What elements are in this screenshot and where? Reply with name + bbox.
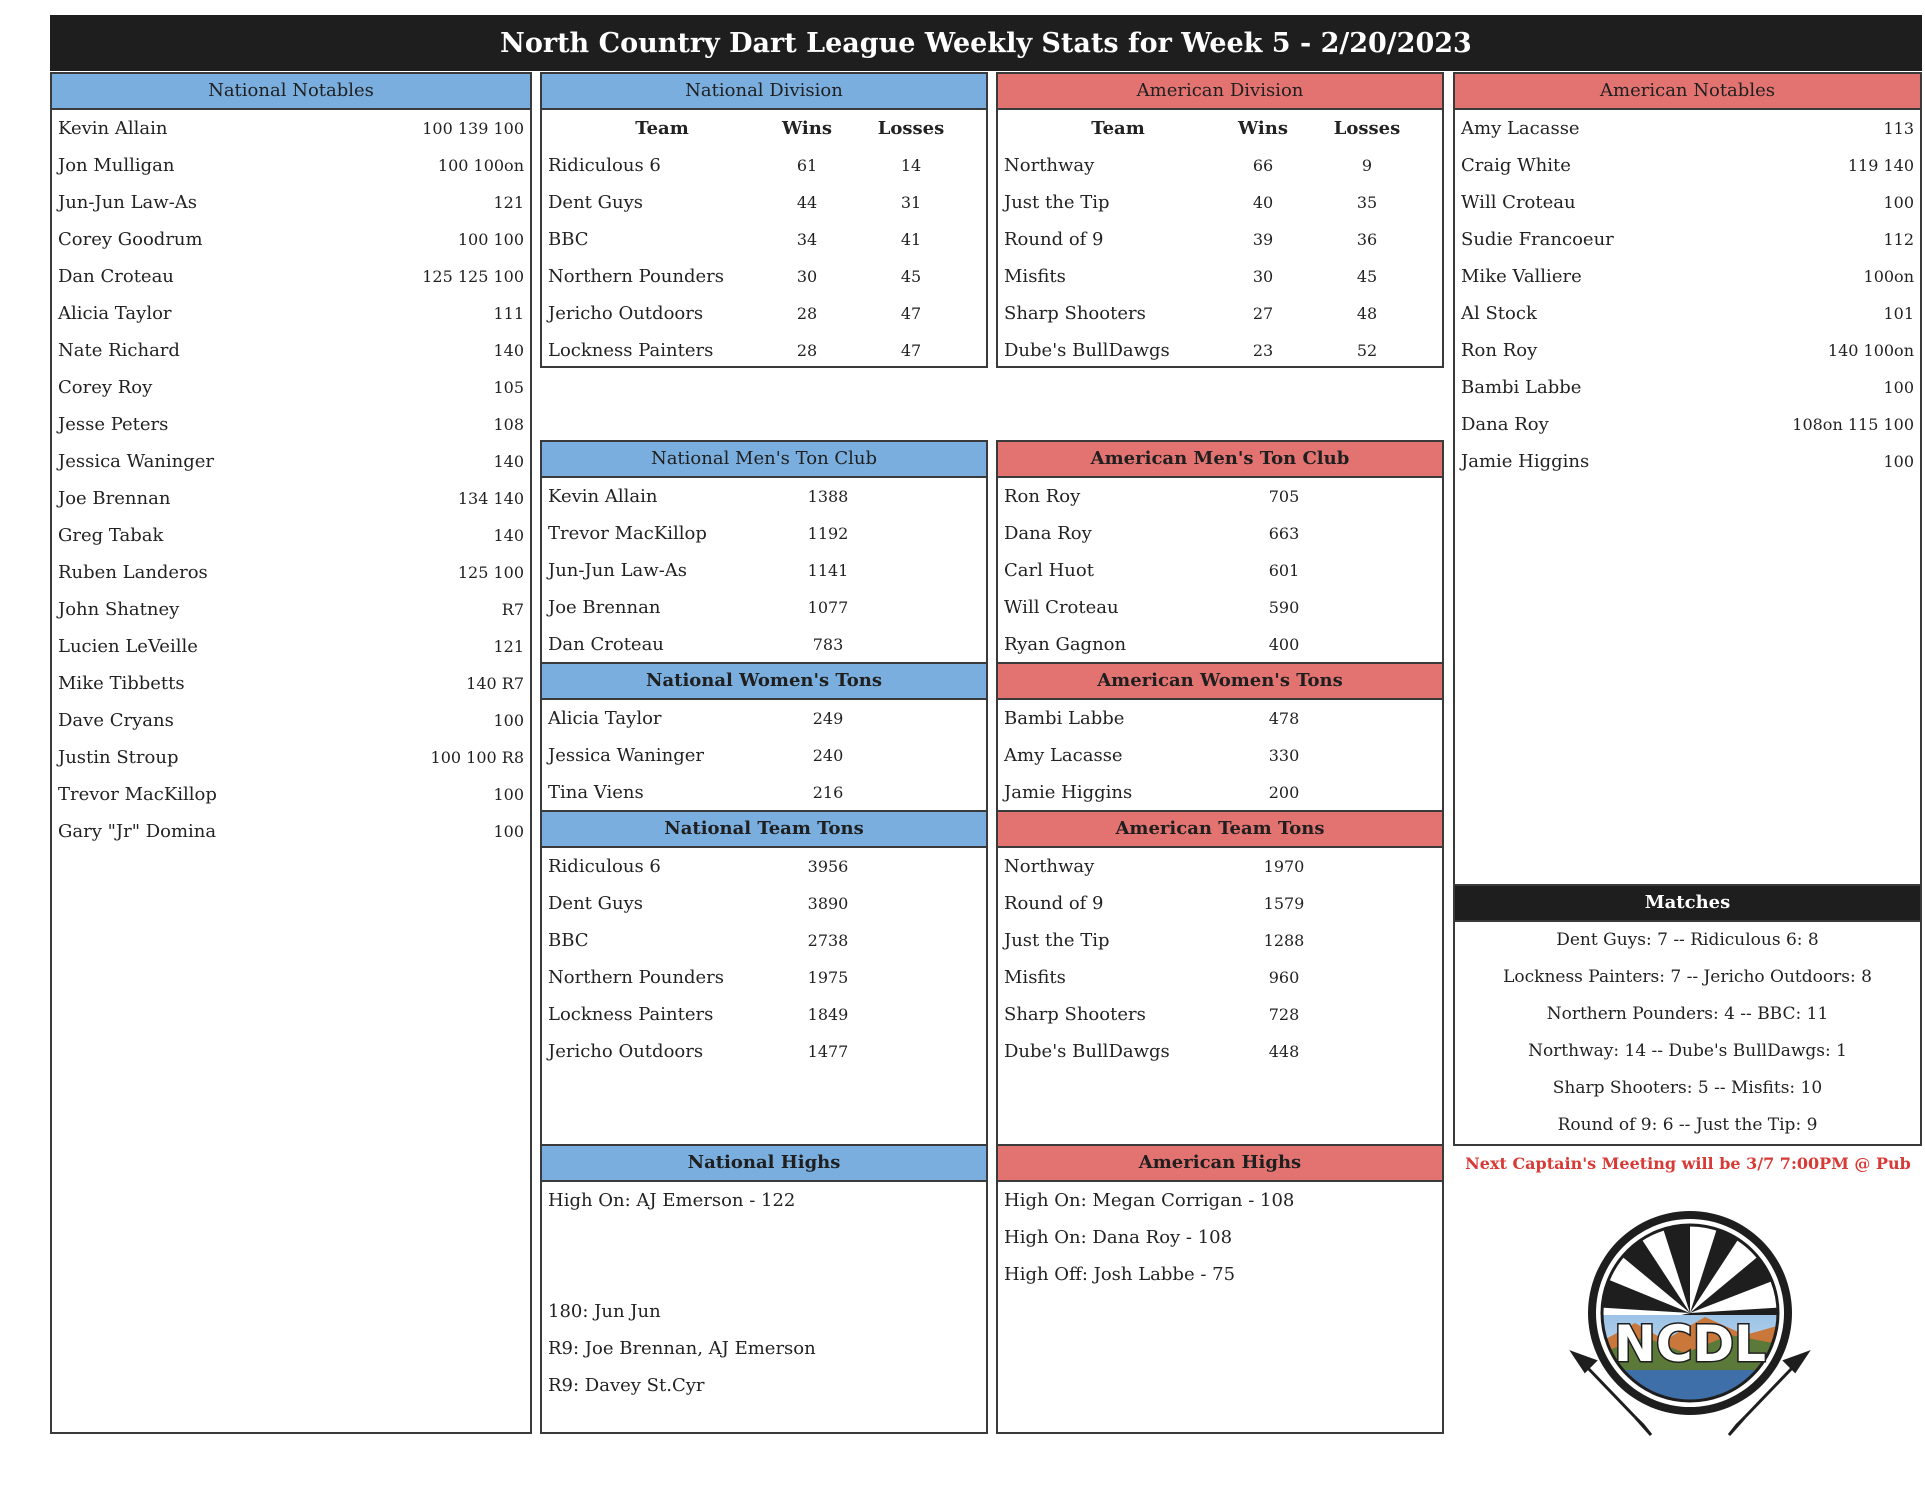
list-item: R9: Joe Brennan, AJ Emerson — [548, 1338, 816, 1359]
national-mens-ton-header: National Men's Ton Club — [542, 442, 986, 478]
entry-name: Northern Pounders — [548, 967, 725, 988]
team-losses: 52 — [1356, 341, 1378, 360]
national-highs-header: National Highs — [542, 1146, 986, 1182]
entry-value: 448 — [1268, 1042, 1300, 1061]
american-division-panel — [996, 72, 1444, 368]
entry-name: Ridiculous 6 — [548, 856, 661, 877]
player-name: Jesse Peters — [58, 414, 169, 435]
player-name: Joe Brennan — [58, 488, 171, 509]
table-row — [542, 332, 986, 369]
matches-list — [1455, 922, 1920, 1144]
national-mens-ton-list — [542, 478, 986, 663]
team-losses: 31 — [900, 193, 922, 212]
list-item — [1455, 184, 1920, 221]
list-item: Round of 9: 6 -- Just the Tip: 9 — [1557, 1115, 1818, 1135]
entry-value: 601 — [1268, 561, 1300, 580]
player-stats: 119 140 — [1847, 156, 1914, 175]
list-item — [52, 406, 530, 443]
col-team: Team — [635, 118, 689, 139]
american-highs-panel — [996, 1144, 1444, 1434]
entry-name: Just the Tip — [1004, 930, 1110, 951]
team-name: Sharp Shooters — [1004, 303, 1146, 324]
list-item — [542, 1219, 986, 1256]
american-team-tons-list — [998, 848, 1442, 1070]
col-losses: Losses — [1333, 118, 1401, 139]
national-mens-ton-panel — [540, 440, 988, 664]
list-item — [542, 515, 986, 552]
entry-value: 216 — [812, 783, 844, 802]
entry-name: Jessica Waninger — [548, 745, 705, 766]
list-item — [542, 589, 986, 626]
player-name: Jessica Waninger — [58, 451, 215, 472]
list-item — [542, 626, 986, 663]
table-row — [542, 258, 986, 295]
player-stats: 100 100 — [457, 230, 524, 249]
team-losses: 47 — [900, 304, 922, 323]
team-losses: 45 — [900, 267, 922, 286]
player-name: Will Croteau — [1461, 192, 1576, 213]
table-row — [542, 147, 986, 184]
team-wins: 61 — [796, 156, 818, 175]
player-stats: 100 — [493, 711, 524, 730]
player-name: Bambi Labbe — [1461, 377, 1582, 398]
entry-value: 1288 — [1263, 931, 1305, 950]
entry-name: Kevin Allain — [548, 486, 658, 507]
list-item — [998, 737, 1442, 774]
list-item — [998, 996, 1442, 1033]
list-item — [52, 628, 530, 665]
list-item — [998, 626, 1442, 663]
list-item — [1455, 110, 1920, 147]
list-item — [542, 1256, 986, 1293]
list-item — [998, 589, 1442, 626]
american-division-list — [998, 147, 1442, 369]
team-losses: 14 — [900, 156, 922, 175]
entry-name: Dent Guys — [548, 893, 644, 914]
list-item — [52, 665, 530, 702]
player-name: Craig White — [1461, 155, 1571, 176]
entry-name: Ryan Gagnon — [1004, 634, 1127, 655]
logo-text: NCDL — [1614, 1315, 1766, 1373]
entry-name: Alicia Taylor — [548, 708, 662, 729]
player-name: Jamie Higgins — [1461, 451, 1590, 472]
entry-value: 783 — [812, 635, 844, 654]
team-wins: 23 — [1252, 341, 1274, 360]
list-item — [542, 996, 986, 1033]
entry-name: Jamie Higgins — [1004, 782, 1133, 803]
list-item — [52, 776, 530, 813]
entry-value: 400 — [1268, 635, 1300, 654]
player-name: Jon Mulligan — [58, 155, 175, 176]
player-stats: 100 — [493, 822, 524, 841]
entry-value: 1141 — [807, 561, 849, 580]
table-row — [542, 221, 986, 258]
list-item — [1455, 443, 1920, 480]
list-item — [52, 591, 530, 628]
entry-value: 1477 — [807, 1042, 849, 1061]
team-wins: 28 — [796, 341, 818, 360]
team-wins: 28 — [796, 304, 818, 323]
national-division-header: National Division — [542, 74, 986, 110]
list-item: Northern Pounders: 4 -- BBC: 11 — [1546, 1004, 1829, 1024]
list-item — [998, 885, 1442, 922]
national-notables-panel — [50, 72, 532, 1434]
player-stats: 140 R7 — [466, 674, 524, 693]
list-item — [52, 480, 530, 517]
list-item — [542, 478, 986, 515]
american-division-col-headers — [998, 110, 1442, 147]
team-name: Northern Pounders — [548, 266, 725, 287]
team-wins: 40 — [1252, 193, 1274, 212]
list-item: Dent Guys: 7 -- Ridiculous 6: 8 — [1556, 930, 1819, 950]
player-name: John Shatney — [58, 599, 180, 620]
national-womens-tons-list — [542, 700, 986, 811]
player-stats: 121 — [493, 637, 524, 656]
player-name: Trevor MacKillop — [58, 784, 217, 805]
player-name: Kevin Allain — [58, 118, 168, 139]
player-stats: 140 — [493, 341, 524, 360]
player-name: Sudie Francoeur — [1461, 229, 1614, 250]
list-item — [52, 369, 530, 406]
team-losses: 9 — [1361, 156, 1373, 175]
table-row — [998, 332, 1442, 369]
list-item — [998, 848, 1442, 885]
american-womens-tons-panel — [996, 662, 1444, 812]
entry-value: 1970 — [1263, 857, 1305, 876]
team-name: Northway — [1004, 155, 1095, 176]
entry-name: Carl Huot — [1004, 560, 1094, 581]
entry-value: 478 — [1268, 709, 1300, 728]
entry-name: Joe Brennan — [548, 597, 661, 618]
list-item — [52, 554, 530, 591]
player-stats: 105 — [493, 378, 524, 397]
american-mens-ton-list — [998, 478, 1442, 663]
player-name: Ron Roy — [1461, 340, 1538, 361]
entry-value: 705 — [1268, 487, 1300, 506]
player-stats: 100 139 100 — [422, 119, 524, 138]
national-team-tons-list — [542, 848, 986, 1070]
team-name: Lockness Painters — [548, 340, 714, 361]
list-item: High On: Megan Corrigan - 108 — [1004, 1190, 1295, 1211]
player-name: Amy Lacasse — [1461, 118, 1580, 139]
list-item — [542, 774, 986, 811]
entry-name: Dana Roy — [1004, 523, 1092, 544]
table-row — [542, 184, 986, 221]
list-item — [998, 959, 1442, 996]
player-name: Dan Croteau — [58, 266, 174, 287]
col-losses: Losses — [877, 118, 945, 139]
national-notables-list — [52, 110, 530, 850]
list-item: High On: AJ Emerson - 122 — [548, 1190, 796, 1211]
list-item — [52, 332, 530, 369]
list-item: 180: Jun Jun — [548, 1301, 661, 1322]
team-name: Dube's BullDawgs — [1004, 340, 1170, 361]
national-division-col-headers — [542, 110, 986, 147]
entry-name: Ron Roy — [1004, 486, 1081, 507]
list-item — [52, 110, 530, 147]
player-name: Jun-Jun Law-As — [58, 192, 198, 213]
entry-value: 1849 — [807, 1005, 849, 1024]
american-notables-list — [1455, 110, 1920, 480]
entry-name: Dan Croteau — [548, 634, 664, 655]
entry-value: 1192 — [807, 524, 849, 543]
entry-value: 663 — [1268, 524, 1300, 543]
team-losses: 41 — [900, 230, 922, 249]
american-team-tons-header: American Team Tons — [998, 812, 1442, 848]
american-notables-panel — [1453, 72, 1922, 886]
col-team: Team — [1091, 118, 1145, 139]
team-name: Just the Tip — [1004, 192, 1110, 213]
player-name: Mike Tibbetts — [58, 673, 185, 694]
team-name: Misfits — [1004, 266, 1066, 287]
player-stats: 140 100on — [1827, 341, 1914, 360]
player-stats: 100 100 R8 — [430, 748, 524, 767]
american-womens-tons-list — [998, 700, 1442, 811]
entry-name: Round of 9 — [1004, 893, 1104, 914]
list-item — [998, 515, 1442, 552]
list-item — [52, 184, 530, 221]
list-item — [1455, 258, 1920, 295]
list-item — [52, 517, 530, 554]
entry-value: 1975 — [807, 968, 849, 987]
entry-value: 240 — [812, 746, 844, 765]
american-highs-list — [998, 1182, 1442, 1293]
player-name: Dave Cryans — [58, 710, 174, 731]
player-name: Corey Roy — [58, 377, 153, 398]
list-item — [542, 700, 986, 737]
list-item — [52, 221, 530, 258]
player-stats: 125 125 100 — [422, 267, 524, 286]
national-highs-panel — [540, 1144, 988, 1434]
entry-name: Sharp Shooters — [1004, 1004, 1146, 1025]
entry-name: Trevor MacKillop — [548, 523, 707, 544]
team-name: BBC — [548, 229, 589, 250]
entry-name: Northway — [1004, 856, 1095, 877]
american-team-tons-panel — [996, 810, 1444, 1146]
american-notables-header: American Notables — [1455, 74, 1920, 110]
player-stats: 100 — [1883, 452, 1914, 471]
list-item — [1455, 221, 1920, 258]
player-stats: 108 — [493, 415, 524, 434]
team-losses: 48 — [1356, 304, 1378, 323]
national-highs-list — [542, 1182, 986, 1404]
entry-value: 960 — [1268, 968, 1300, 987]
list-item — [52, 147, 530, 184]
list-item: High On: Dana Roy - 108 — [1004, 1227, 1233, 1248]
list-item — [52, 813, 530, 850]
team-losses: 35 — [1356, 193, 1378, 212]
table-row — [998, 258, 1442, 295]
list-item — [998, 478, 1442, 515]
team-wins: 34 — [796, 230, 818, 249]
list-item — [52, 702, 530, 739]
list-item — [542, 552, 986, 589]
list-item — [998, 700, 1442, 737]
team-name: Round of 9 — [1004, 229, 1104, 250]
player-name: Lucien LeVeille — [58, 636, 198, 657]
player-name: Mike Valliere — [1461, 266, 1582, 287]
entry-value: 3956 — [807, 857, 849, 876]
col-wins: Wins — [1238, 118, 1288, 139]
american-highs-header: American Highs — [998, 1146, 1442, 1182]
player-name: Alicia Taylor — [58, 303, 172, 324]
team-wins: 66 — [1252, 156, 1274, 175]
list-item — [1455, 147, 1920, 184]
player-name: Dana Roy — [1461, 414, 1549, 435]
entry-name: Dube's BullDawgs — [1004, 1041, 1170, 1062]
col-wins: Wins — [782, 118, 832, 139]
list-item — [1455, 369, 1920, 406]
list-item: Sharp Shooters: 5 -- Misfits: 10 — [1552, 1078, 1823, 1098]
team-name: Jericho Outdoors — [548, 303, 704, 324]
entry-value: 1077 — [807, 598, 849, 617]
player-name: Greg Tabak — [58, 525, 164, 546]
entry-value: 590 — [1268, 598, 1300, 617]
team-wins: 27 — [1252, 304, 1274, 323]
entry-value: 1579 — [1263, 894, 1305, 913]
player-stats: 108on 115 100 — [1792, 415, 1914, 434]
national-division-panel — [540, 72, 988, 368]
list-item — [1455, 332, 1920, 369]
list-item: R9: Davey St.Cyr — [548, 1375, 705, 1396]
list-item — [52, 295, 530, 332]
player-name: Gary "Jr" Domina — [58, 821, 217, 842]
american-womens-tons-header: American Women's Tons — [998, 664, 1442, 700]
entry-name: BBC — [548, 930, 589, 951]
national-womens-tons-panel — [540, 662, 988, 812]
player-name: Al Stock — [1461, 303, 1537, 324]
player-stats: 121 — [493, 193, 524, 212]
player-stats: 100on — [1863, 267, 1914, 286]
team-name: Ridiculous 6 — [548, 155, 661, 176]
team-name: Dent Guys — [548, 192, 644, 213]
list-item — [1455, 295, 1920, 332]
list-item — [542, 922, 986, 959]
list-item — [542, 885, 986, 922]
player-stats: 111 — [493, 304, 524, 323]
entry-name: Lockness Painters — [548, 1004, 714, 1025]
player-name: Nate Richard — [58, 340, 180, 361]
american-division-header: American Division — [998, 74, 1442, 110]
player-stats: 125 100 — [457, 563, 524, 582]
table-row — [542, 295, 986, 332]
player-stats: 140 — [493, 452, 524, 471]
list-item — [542, 737, 986, 774]
team-wins: 30 — [1252, 267, 1274, 286]
table-row — [998, 221, 1442, 258]
team-wins: 39 — [1252, 230, 1274, 249]
player-stats: 112 — [1883, 230, 1914, 249]
entry-value: 3890 — [807, 894, 849, 913]
entry-name: Jericho Outdoors — [548, 1041, 704, 1062]
player-stats: R7 — [501, 600, 524, 619]
player-name: Ruben Landeros — [58, 562, 208, 583]
team-losses: 45 — [1356, 267, 1378, 286]
table-row — [998, 184, 1442, 221]
ncdl-logo — [1555, 1195, 1825, 1445]
matches-panel — [1453, 884, 1922, 1146]
player-stats: 113 — [1883, 119, 1914, 138]
entry-value: 330 — [1268, 746, 1300, 765]
team-wins: 30 — [796, 267, 818, 286]
entry-value: 249 — [812, 709, 844, 728]
captains-meeting-note: Next Captain's Meeting will be 3/7 7:00PM @ Pub — [1465, 1154, 1911, 1173]
national-team-tons-panel — [540, 810, 988, 1146]
player-stats: 100 — [493, 785, 524, 804]
entry-value: 1388 — [807, 487, 849, 506]
list-item — [998, 774, 1442, 811]
page-title: North Country Dart League Weekly Stats for Week 5 - 2/20/2023 — [50, 15, 1922, 71]
matches-header: Matches — [1455, 886, 1920, 922]
list-item — [542, 959, 986, 996]
team-wins: 44 — [796, 193, 818, 212]
national-division-list — [542, 147, 986, 369]
player-stats: 100 100on — [437, 156, 524, 175]
american-mens-ton-header: American Men's Ton Club — [998, 442, 1442, 478]
player-stats: 134 140 — [457, 489, 524, 508]
list-item — [52, 443, 530, 480]
national-womens-tons-header: National Women's Tons — [542, 664, 986, 700]
list-item — [542, 848, 986, 885]
list-item — [998, 922, 1442, 959]
entry-name: Misfits — [1004, 967, 1066, 988]
player-name: Justin Stroup — [58, 747, 179, 768]
list-item — [52, 739, 530, 776]
list-item — [542, 1033, 986, 1070]
entry-value: 200 — [1268, 783, 1300, 802]
player-stats: 101 — [1883, 304, 1914, 323]
american-mens-ton-panel — [996, 440, 1444, 664]
list-item — [998, 1033, 1442, 1070]
dartboard-logo-icon — [1555, 1195, 1825, 1445]
list-item: Northway: 14 -- Dube's BullDawgs: 1 — [1528, 1041, 1847, 1061]
national-team-tons-header: National Team Tons — [542, 812, 986, 848]
entry-name: Jun-Jun Law-As — [548, 560, 688, 581]
list-item: Lockness Painters: 7 -- Jericho Outdoors: 8 — [1503, 967, 1872, 987]
team-losses: 36 — [1356, 230, 1378, 249]
table-row — [998, 295, 1442, 332]
list-item — [52, 258, 530, 295]
list-item — [1455, 406, 1920, 443]
list-item: High Off: Josh Labbe - 75 — [1004, 1264, 1236, 1285]
entry-name: Bambi Labbe — [1004, 708, 1125, 729]
list-item — [998, 552, 1442, 589]
entry-name: Tina Viens — [548, 782, 644, 803]
entry-value: 728 — [1268, 1005, 1300, 1024]
entry-value: 2738 — [807, 931, 849, 950]
player-name: Corey Goodrum — [58, 229, 203, 250]
entry-name: Amy Lacasse — [1004, 745, 1123, 766]
team-losses: 47 — [900, 341, 922, 360]
national-notables-header: National Notables — [52, 74, 530, 110]
table-row — [998, 147, 1442, 184]
entry-name: Will Croteau — [1004, 597, 1119, 618]
player-stats: 100 — [1883, 193, 1914, 212]
player-stats: 140 — [493, 526, 524, 545]
player-stats: 100 — [1883, 378, 1914, 397]
